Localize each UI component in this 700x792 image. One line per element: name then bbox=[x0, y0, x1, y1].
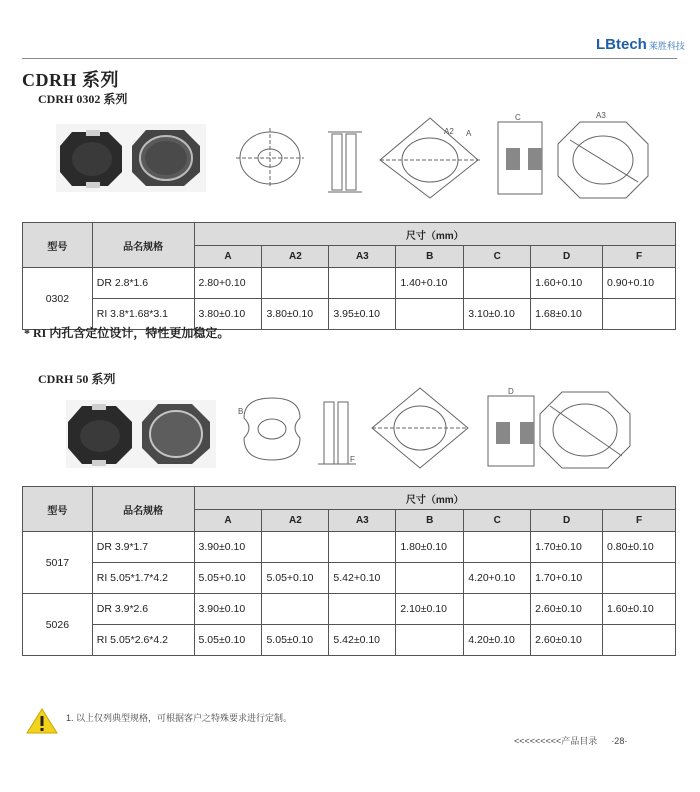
col-b: B bbox=[396, 246, 464, 268]
cell-f: 0.80±0.10 bbox=[603, 532, 676, 563]
cell-c: 4.20+0.10 bbox=[464, 563, 531, 594]
table-row bbox=[23, 268, 676, 299]
cell-a: 5.05±0.10 bbox=[194, 625, 262, 656]
cell-c bbox=[464, 532, 531, 563]
spec-table-0302 bbox=[22, 222, 676, 330]
cell-a3 bbox=[329, 268, 396, 299]
cell-a3: 3.95±0.10 bbox=[329, 299, 396, 330]
table-row bbox=[23, 563, 676, 594]
col-a2: A2 bbox=[262, 246, 329, 268]
cell-c: 4.20±0.10 bbox=[464, 625, 531, 656]
cell-d: 1.70+0.10 bbox=[531, 563, 603, 594]
header-model: 型号 bbox=[23, 487, 93, 532]
label-a2: A2 bbox=[444, 127, 454, 136]
col-a3: A3 bbox=[329, 510, 396, 532]
page-number: ·28· bbox=[611, 736, 628, 746]
header-dims: 尺寸（mm） bbox=[194, 487, 675, 510]
dimension-drawing-0302 bbox=[230, 110, 670, 202]
cell-f bbox=[603, 299, 676, 330]
cell-a: 5.05+0.10 bbox=[194, 563, 262, 594]
page-title: CDRH 系列 bbox=[22, 70, 119, 90]
col-c: C bbox=[464, 510, 531, 532]
label-a: A bbox=[466, 129, 472, 138]
cell-f: 0.90+0.10 bbox=[603, 268, 676, 299]
col-d: D bbox=[531, 246, 603, 268]
header-name: 品名规格 bbox=[92, 223, 194, 268]
logo-cn-text: 莱胜科技 bbox=[648, 41, 685, 51]
name-cell: DR 3.9*2.6 bbox=[92, 594, 194, 625]
company-logo bbox=[596, 36, 685, 53]
name-cell: DR 2.8*1.6 bbox=[92, 268, 194, 299]
name-cell: RI 5.05*1.7*4.2 bbox=[92, 563, 194, 594]
warning-icon bbox=[25, 707, 59, 735]
cell-a3 bbox=[329, 594, 396, 625]
cell-a2: 3.80±0.10 bbox=[262, 299, 329, 330]
ri-note: * RI 内孔含定位设计，特性更加稳定。 bbox=[24, 326, 230, 340]
name-cell: RI 5.05*2.6*4.2 bbox=[92, 625, 194, 656]
table-row bbox=[23, 532, 676, 563]
cell-a: 3.90±0.10 bbox=[194, 532, 262, 563]
cell-f bbox=[603, 563, 676, 594]
cell-b: 2.10±0.10 bbox=[396, 594, 464, 625]
cell-b: 1.40+0.10 bbox=[396, 268, 464, 299]
cell-b bbox=[396, 563, 464, 594]
cell-b: 1.80±0.10 bbox=[396, 532, 464, 563]
cell-a3: 5.42+0.10 bbox=[329, 563, 396, 594]
cell-a: 3.80±0.10 bbox=[194, 299, 262, 330]
col-a3: A3 bbox=[329, 246, 396, 268]
cell-d: 1.60+0.10 bbox=[531, 268, 603, 299]
cell-a: 3.90±0.10 bbox=[194, 594, 262, 625]
model-cell: 0302 bbox=[23, 268, 93, 330]
dimension-drawing-50 bbox=[232, 384, 672, 476]
cell-f: 1.60±0.10 bbox=[603, 594, 676, 625]
cell-a2: 5.05±0.10 bbox=[262, 625, 329, 656]
name-cell: DR 3.9*1.7 bbox=[92, 532, 194, 563]
label-f: F bbox=[350, 455, 355, 464]
product-photo-0302 bbox=[56, 124, 206, 192]
cell-d: 2.60±0.10 bbox=[531, 594, 603, 625]
name-cell: RI 3.8*1.68*3.1 bbox=[92, 299, 194, 330]
header-name: 品名规格 bbox=[92, 487, 194, 532]
cell-d: 2.60±0.10 bbox=[531, 625, 603, 656]
header-rule bbox=[22, 58, 677, 59]
col-a: A bbox=[194, 510, 262, 532]
cell-a3: 5.42±0.10 bbox=[329, 625, 396, 656]
product-photo-50 bbox=[66, 400, 216, 468]
col-d: D bbox=[531, 510, 603, 532]
label-c: C bbox=[515, 113, 521, 122]
col-a2: A2 bbox=[262, 510, 329, 532]
label-a3: A3 bbox=[596, 111, 606, 120]
cell-c: 3.10±0.10 bbox=[464, 299, 531, 330]
cell-a3 bbox=[329, 532, 396, 563]
col-f: F bbox=[603, 246, 676, 268]
model-cell: 5026 bbox=[23, 594, 93, 656]
cell-a2 bbox=[262, 594, 329, 625]
col-a: A bbox=[194, 246, 262, 268]
cell-a2 bbox=[262, 268, 329, 299]
cell-a2: 5.05+0.10 bbox=[262, 563, 329, 594]
section2-title: CDRH 50 系列 bbox=[38, 372, 116, 386]
table-row bbox=[23, 594, 676, 625]
warning-text: 1. 以上仅列典型规格，可根据客户之特殊要求进行定制。 bbox=[66, 713, 293, 723]
model-cell: 5017 bbox=[23, 532, 93, 594]
footer-text: <<<<<<<<<产品目录 bbox=[514, 736, 598, 746]
spec-table-50 bbox=[22, 486, 676, 656]
cell-b bbox=[396, 625, 464, 656]
col-c: C bbox=[464, 246, 531, 268]
label-d: D bbox=[508, 387, 514, 396]
logo-text: LBtech bbox=[596, 36, 647, 53]
page-footer bbox=[514, 734, 627, 747]
table-row bbox=[23, 625, 676, 656]
cell-a: 2.80+0.10 bbox=[194, 268, 262, 299]
label-b: B bbox=[238, 407, 244, 416]
cell-c bbox=[464, 268, 531, 299]
header-model: 型号 bbox=[23, 223, 93, 268]
cell-b bbox=[396, 299, 464, 330]
header-dims: 尺寸（mm） bbox=[194, 223, 675, 246]
cell-f bbox=[603, 625, 676, 656]
col-b: B bbox=[396, 510, 464, 532]
section1-title: CDRH 0302 系列 bbox=[38, 92, 128, 106]
cell-d: 1.68±0.10 bbox=[531, 299, 603, 330]
cell-c bbox=[464, 594, 531, 625]
cell-d: 1.70±0.10 bbox=[531, 532, 603, 563]
col-f: F bbox=[603, 510, 676, 532]
cell-a2 bbox=[262, 532, 329, 563]
